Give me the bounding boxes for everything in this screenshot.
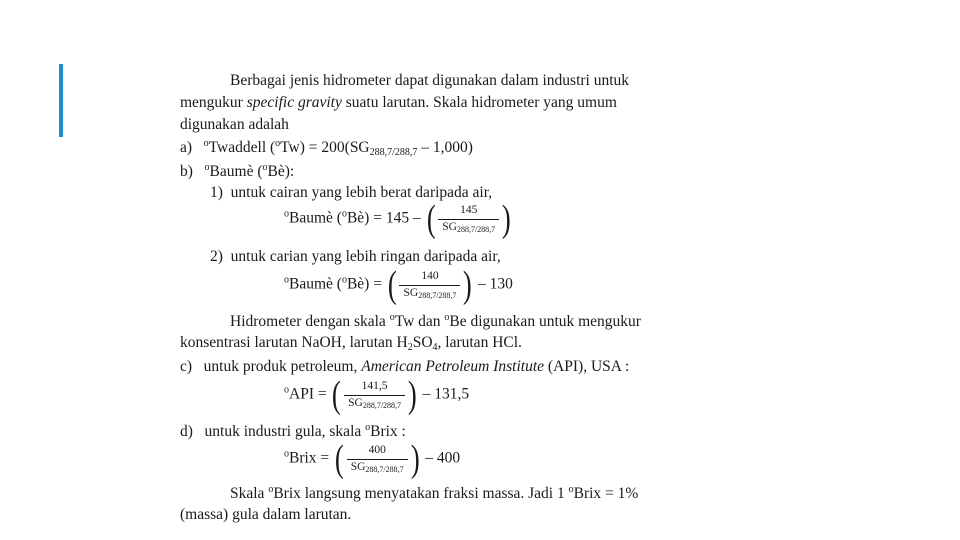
accent-bar: [59, 64, 63, 137]
item-a: a) $^o$Twaddell $(^oTw) = 200(SG_{288,7/288,7} - 1,000)$: [180, 138, 473, 158]
fraction-b2: ( $\frac{140}{SG288,7/288,7}$ ): [387, 264, 473, 306]
fraction-d: ( $\frac{400}{SG288,7/288,7}$ ): [334, 438, 420, 480]
item-c-formula: $^o$API = ( $\frac{141,5}{SG288,7/288,7}$ ) – 131,5: [284, 374, 470, 416]
item-b1-text: 1) untuk cairan yang lebih berat daripada air,: [210, 184, 493, 201]
intro-line-1: Berbagai jenis hidrometer dapat digunakan dalam industri untuk: [230, 72, 630, 89]
item-b1-formula: $^o$Baumè ($^o$Bè) = 145 – ( $\frac{145}{SG288,7/288,7}$ ): [284, 198, 511, 240]
intro-line-2: mengukur specific gravity suatu larutan. Skala hidrometer yang umum: [180, 94, 617, 111]
middle-line-1: Hidrometer dengan skala $^o$Tw dan $^o$Be digunakan untuk mengukur: [230, 312, 641, 330]
item-b-title: b) $^o$Baumè ($^o$Bè):: [180, 162, 295, 180]
closing-line-1: Skala $^o$Brix langsung menyatakan fraksi massa. Jadi 1 $^o$Brix = 1%: [230, 484, 639, 502]
fraction-b1: ( $\frac{145}{SG288,7/288,7}$ ): [426, 198, 511, 240]
closing-line-2: (massa) gula dalam larutan.: [180, 506, 352, 523]
item-d-formula: $^o$Brix = ( $\frac{400}{SG288,7/288,7}$ ) – 400: [284, 438, 461, 480]
intro-line-3: digunakan adalah: [180, 116, 289, 133]
item-c-text: c) untuk produk petroleum, American Petroleum Institute (API), USA :: [180, 358, 630, 375]
item-b2-text: 2) untuk carian yang lebih ringan daripada air,: [210, 248, 501, 265]
item-b2-formula: $^o$Baumè ($^o$Bè) = ( $\frac{140}{SG288,7/288,7}$ ) – 130: [284, 264, 513, 306]
middle-line-2: konsentrasi larutan NaOH, larutan $H_2SO_4$, larutan HCl.: [180, 334, 522, 353]
scanned-document: [178, 58, 763, 528]
item-d-text: d) untuk industri gula, skala $^o$Brix :: [180, 422, 406, 440]
fraction-c: ( $\frac{141,5}{SG288,7/288,7}$ ): [332, 374, 417, 416]
